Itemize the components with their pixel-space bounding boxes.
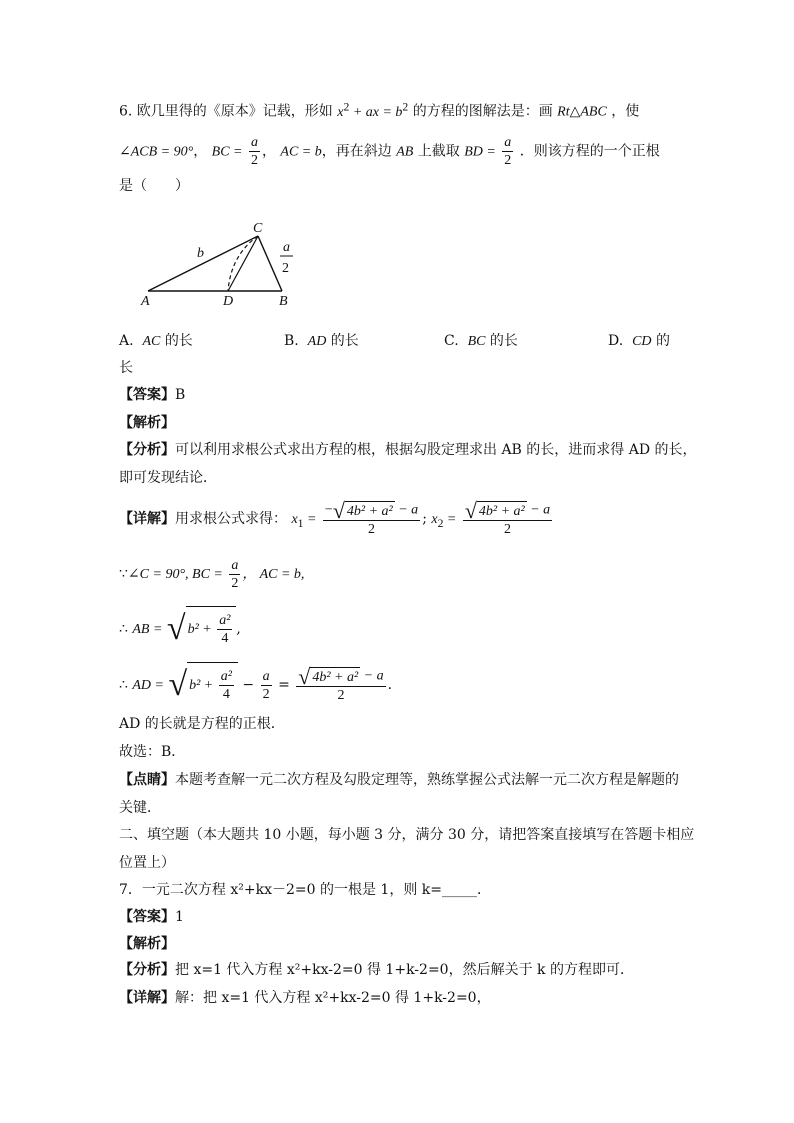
frac-a: a [283, 240, 290, 255]
root2-fraction: $\frac{\text{√ 4b² + a² − a}}{2}$ [464, 497, 551, 537]
section2-heading-line2: 位置上） [119, 855, 175, 871]
q6-text-f: ．则该方程的一个正根 [519, 143, 660, 160]
option-a[interactable]: A. AC 的长 [119, 333, 193, 349]
q7-question: 7．一元二次方程 x²+kx－2=0 的一根是 1，则 k=_____． [119, 882, 491, 898]
bc-eq: BC = [211, 144, 243, 160]
q6-line2 [119, 134, 660, 169]
q6-dianjing-line1: 【点睛】本题考查解一元二次方程及勾股定理等，熟练掌握公式法解一元二次方程是解题的 [119, 772, 679, 788]
q6-ad-line: ∴ AD = √ b² + $\frac{\text{a²}}{4}$ − $\frac{a}{2}$ = $\frac{\text{√ 4b² + a² − a}}{2}$ . [119, 662, 392, 708]
q7-analysis: 【分析】把 x=1 代入方程 x²+kx-2=0 得 1+k-2=0，然后解关于 k 的方程即可． [119, 962, 634, 978]
frac-2: 2 [282, 261, 289, 276]
q6-choose: 故选：B． [119, 744, 186, 760]
option-c[interactable]: C. BC 的长 [444, 333, 518, 349]
q6-because-line: ∵∠C = 90°, BC = $\frac{a}{2}$ ， AC = b, [119, 557, 305, 591]
ab-label: AB [396, 144, 414, 160]
option-d[interactable]: D. CD 的 [608, 333, 670, 349]
q7-jiexi-tag: 【解析】 [119, 936, 175, 952]
fraction-a-over-2: $\frac{a}{2}$ [504, 135, 512, 168]
q6-detail-formula: 【详解】用求根公式求得： $x_1$ = $\frac{\text{−√ 4b² + a² − a}}{2}$ ; $x_2$ = $\frac{\text{√ 4b² + a² − a}}{2}$ [119, 497, 551, 537]
q6-analysis-line2: 即可发现结论． [119, 470, 217, 486]
q6-ad-root-text: AD 的长就是方程的正根． [119, 716, 285, 732]
side-cb [258, 236, 282, 291]
q7-answer: 【答案】1 [119, 909, 184, 925]
triangle-figure [135, 215, 305, 310]
option-b[interactable]: B. AD 的长 [284, 333, 359, 349]
q6-jiexi-tag: 【解析】 [119, 415, 175, 431]
triangle-name: Rt△ABC [557, 104, 607, 120]
q6-analysis-line1: 【分析】可以利用求根公式求出方程的根，根据勾股定理求出 AB 的长，进而求得 AD 的长， [119, 442, 697, 458]
sep: ， [193, 143, 208, 160]
q6-line3: 是（ ） [119, 178, 189, 194]
q6-text-b: 的方程的图解法是：画 [412, 103, 553, 120]
q6-text-d: ，再在斜边 [321, 143, 392, 160]
root1-fraction: $\frac{\text{−√ 4b² + a² − a}}{2}$ [324, 497, 419, 537]
q7-detail: 【详解】解：把 x=1 代入方程 x²+kx-2=0 得 1+k-2=0， [119, 990, 491, 1006]
equation-inline: $x^2$ + ax = $b^2$ [337, 100, 409, 120]
bd-eq: BD = [464, 144, 496, 160]
label-c: C [253, 221, 263, 236]
fraction-a-over-2: $\frac{a}{2}$ [250, 135, 258, 168]
angle-acb: ∠ACB = 90° [119, 144, 194, 160]
q6-answer: 【答案】B [119, 387, 186, 403]
option-d-wrap: 长 [119, 360, 133, 376]
q6-text-e: 上截取 [417, 143, 460, 160]
label-d: D [223, 294, 234, 309]
ac-eq: AC = b [280, 144, 322, 160]
side-ac [148, 236, 258, 291]
section2-heading-line1: 二、填空题（本大题共 10 小题，每小题 3 分，满分 30 分，请把答案直接填写在答题卡相应 [119, 827, 695, 843]
label-b-side: b [197, 246, 204, 261]
q6-ab-line: ∴ AB = √ b² + $\frac{\text{a²}}{4}$ , [119, 606, 241, 652]
label-a-vertex: A [141, 294, 150, 309]
q6-line1 [119, 97, 639, 123]
q6-text-c: ，使 [611, 103, 640, 120]
sep: ， [261, 143, 276, 160]
q6-intro-text: 6. 欧几里得的《原本》记载，形如 [119, 103, 333, 120]
label-b-vertex: B [279, 294, 288, 309]
q6-dianjing-line2: 关键． [119, 800, 161, 816]
